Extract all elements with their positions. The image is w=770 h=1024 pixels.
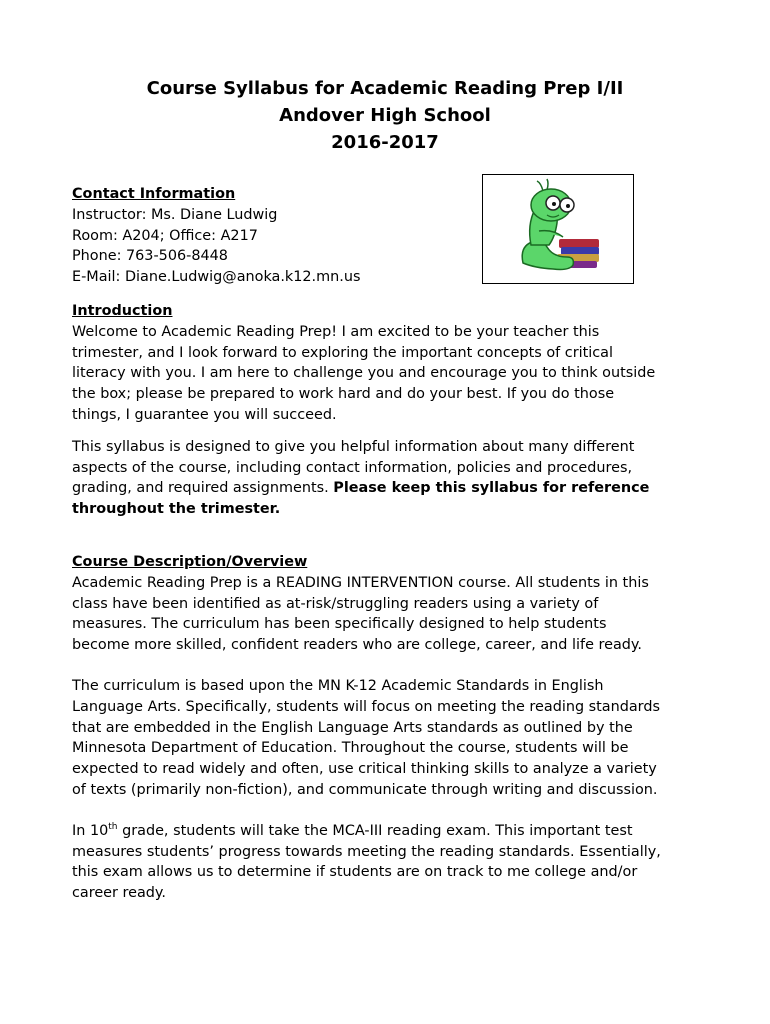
desc-p1-line: become more skilled, confident readers who are college, career, and life ready.	[72, 637, 642, 654]
desc-p2-line: The curriculum is based upon the MN K-12 Academic Standards in English	[72, 677, 604, 694]
course-description-heading: Course Description/Overview	[72, 553, 308, 570]
desc-p3-pre: In 10	[72, 822, 109, 839]
desc-p3-line	[72, 821, 708, 842]
introduction-section	[72, 301, 708, 520]
intro-p2-plain: grading, and required assignments.	[72, 480, 334, 497]
contact-heading: Contact Information	[72, 186, 236, 202]
title-course: Course Syllabus for Academic Reading Prep I/II	[146, 78, 624, 99]
course-description-section	[72, 552, 708, 904]
phone-line: Phone: 763-506-8448	[72, 248, 228, 265]
intro-p2-line	[72, 478, 708, 499]
title-year: 2016-2017	[331, 132, 439, 153]
desc-p2-line: of texts (primarily non-fiction), and communicate through writing and discussion.	[72, 781, 658, 798]
intro-p1-line: literacy with you. I am here to challenge you and encourage you to think outside	[72, 365, 656, 382]
intro-p1-line: Welcome to Academic Reading Prep! I am excited to be your teacher this	[72, 323, 600, 340]
desc-p3-line: this exam allows us to determine if students are on track to me college and/or	[72, 864, 638, 881]
desc-p1-line: Academic Reading Prep is a READING INTERVENTION course. All students in this	[72, 574, 649, 591]
contact-section	[72, 184, 708, 288]
intro-p1-line: trimester, and I look forward to exploring the important concepts of critical	[72, 344, 613, 361]
syllabus-content	[72, 184, 708, 904]
intro-p2-line: aspects of the course, including contact information, policies and procedures,	[72, 459, 633, 476]
desc-p3-sup: th	[108, 821, 118, 832]
room-line: Room: A204; Office: A217	[72, 227, 258, 244]
desc-p2-line: Minnesota Department of Education. Throughout the course, students will be	[72, 740, 629, 757]
instructor-line: Instructor: Ms. Diane Ludwig	[72, 206, 278, 223]
intro-p2-line: This syllabus is designed to give you helpful information about many different	[72, 438, 635, 455]
intro-p2-emphasis-end: throughout the trimester.	[72, 501, 281, 518]
email-line: E-Mail: Diane.Ludwig@anoka.k12.mn.us	[72, 269, 361, 286]
desc-p3-line: measures students’ progress towards meeting the reading standards. Essentially,	[72, 843, 661, 860]
desc-p3-line: career ready.	[72, 885, 166, 902]
desc-p2-line: Language Arts. Specifically, students will focus on meeting the reading standards	[72, 698, 660, 715]
intro-p2-emphasis: Please keep this syllabus for reference	[333, 480, 650, 497]
intro-p1-line: things, I guarantee you will succeed.	[72, 406, 337, 423]
title-school: Andover High School	[279, 105, 491, 126]
desc-p2-line: that are embedded in the English Language Arts standards as outlined by the	[72, 719, 633, 736]
desc-p1-line: class have been identified as at-risk/struggling readers using a variety of	[72, 595, 599, 612]
desc-p2-line: expected to read widely and often, use critical thinking skills to analyze a variety	[72, 761, 657, 778]
desc-p1-line: measures. The curriculum has been specifically designed to help students	[72, 616, 607, 633]
document-title	[0, 75, 770, 156]
introduction-heading: Introduction	[72, 302, 173, 319]
desc-p3-post: grade, students will take the MCA-III reading exam. This important test	[117, 822, 633, 839]
intro-p1-line: the box; please be prepared to work hard and do your best. If you do those	[72, 386, 615, 403]
